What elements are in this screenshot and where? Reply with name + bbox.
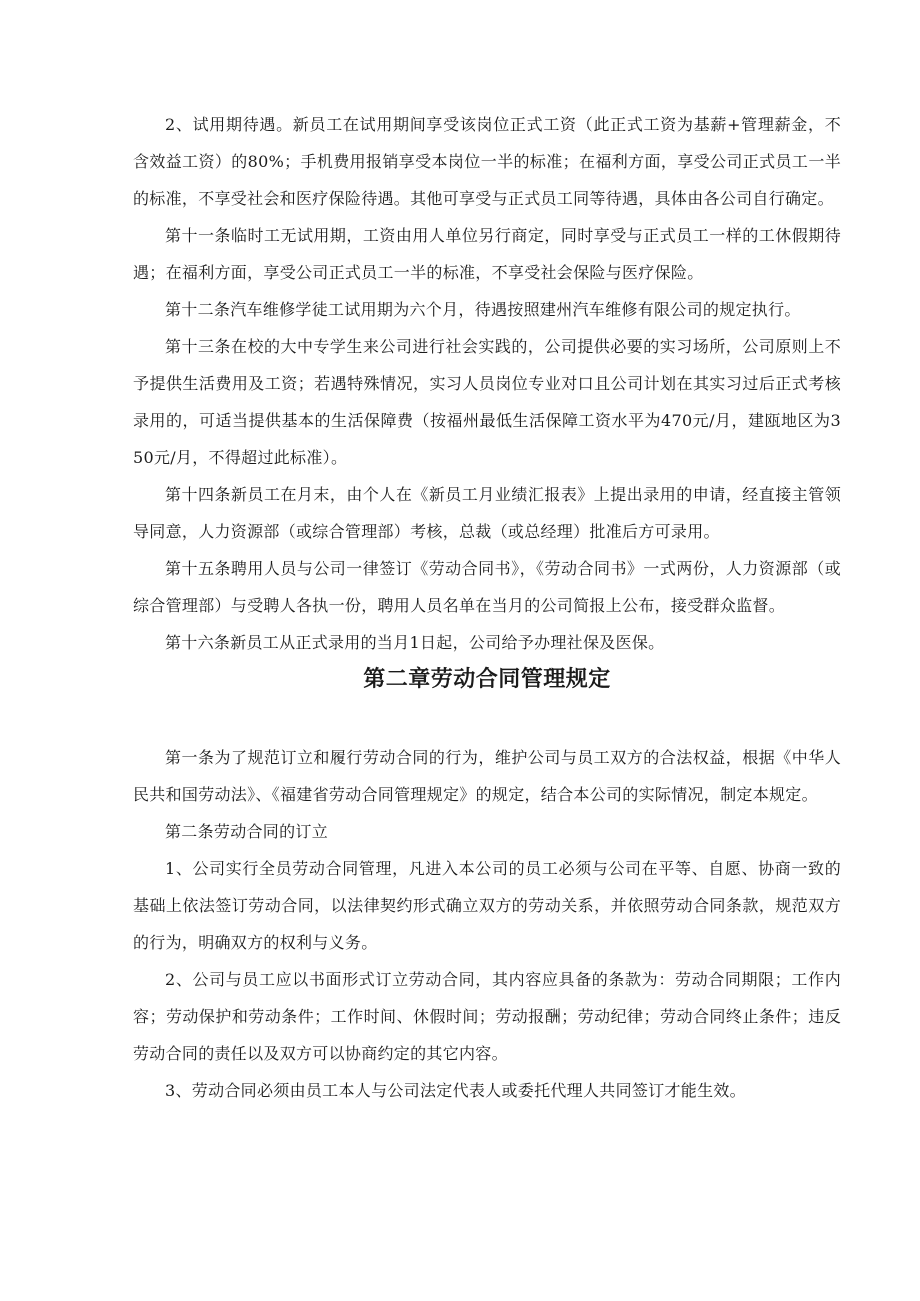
paragraph-contract-item-3: 3、劳动合同必须由员工本人与公司法定代表人或委托代理人共同签订才能生效。 xyxy=(165,1081,746,1100)
paragraph-article-15: 第十五条聘用人员与公司一律签订《劳动合同书》，《劳动合同书》一式两份，人力资源部（或综合管理部）与受聘人各执一份，聘用人员名单在当月的公司简报上公布，接受群众监督。 xyxy=(133,559,841,615)
chapter-title: 第二章劳动合同管理规定 xyxy=(363,666,611,692)
paragraph-article-16: 第十六条新员工从正式录用的当月1日起，公司给予办理社保及医保。 xyxy=(165,633,665,652)
paragraph-contract-article-1: 第一条为了规范订立和履行劳动合同的行为，维护公司与员工双方的合法权益，根据《中华人民共和国劳动法》、《福建省劳动合同管理规定》的规定，结合本公司的实际情况，制定本规定。 xyxy=(133,748,841,804)
paragraph-article-13: 第十三条在校的大中专学生来公司进行社会实践的，公司提供必要的实习场所，公司原则上不予提供生活费用及工资；若遇特殊情况，实习人员岗位专业对口且公司计划在其实习过后正式考核录用的，可适当提供基本的生活保障费（按福州最低生活保障工资水平为470元/月，建瓯地区为350元/月，不得超过此标准）。 xyxy=(133,337,841,467)
paragraph-probation-pay: 2、试用期待遇。新员工在试用期间享受该岗位正式工资（此正式工资为基薪+管理薪金，不含效益工资）的80%；手机费用报销享受本岗位一半的标准；在福利方面，享受公司正式员工一半的标准，不享受社会和医疗保险待遇。其他可享受与正式员工同等待遇，具体由各公司自行确定。 xyxy=(133,115,841,208)
paragraph-contract-item-1: 1、公司实行全员劳动合同管理，凡进入本公司的员工必须与公司在平等、自愿、协商一致的基础上依法签订劳动合同，以法律契约形式确立双方的劳动关系，并依照劳动合同条款，规范双方的行为，明确双方的权利与义务。 xyxy=(133,859,841,952)
paragraph-article-14: 第十四条新员工在月末，由个人在《新员工月业绩汇报表》上提出录用的申请，经直接主管领导同意，人力资源部（或综合管理部）考核，总裁（或总经理）批准后方可录用。 xyxy=(133,485,841,541)
paragraph-article-11: 第十一条临时工无试用期，工资由用人单位另行商定，同时享受与正式员工一样的工休假期待遇；在福利方面，享受公司正式员工一半的标准，不享受社会保险与医疗保险。 xyxy=(133,226,841,282)
document-body xyxy=(133,106,841,1109)
paragraph-contract-article-2: 第二条劳动合同的订立 xyxy=(165,822,329,841)
paragraph-article-12: 第十二条汽车维修学徒工试用期为六个月，待遇按照建州汽车维修有限公司的规定执行。 xyxy=(165,300,801,319)
paragraph-contract-item-2: 2、公司与员工应以书面形式订立劳动合同，其内容应具备的条款为：劳动合同期限；工作内容；劳动保护和劳动条件；工作时间、休假时间；劳动报酬；劳动纪律；劳动合同终止条件；违反劳动合同的责任以及双方可以协商约定的其它内容。 xyxy=(133,970,841,1063)
